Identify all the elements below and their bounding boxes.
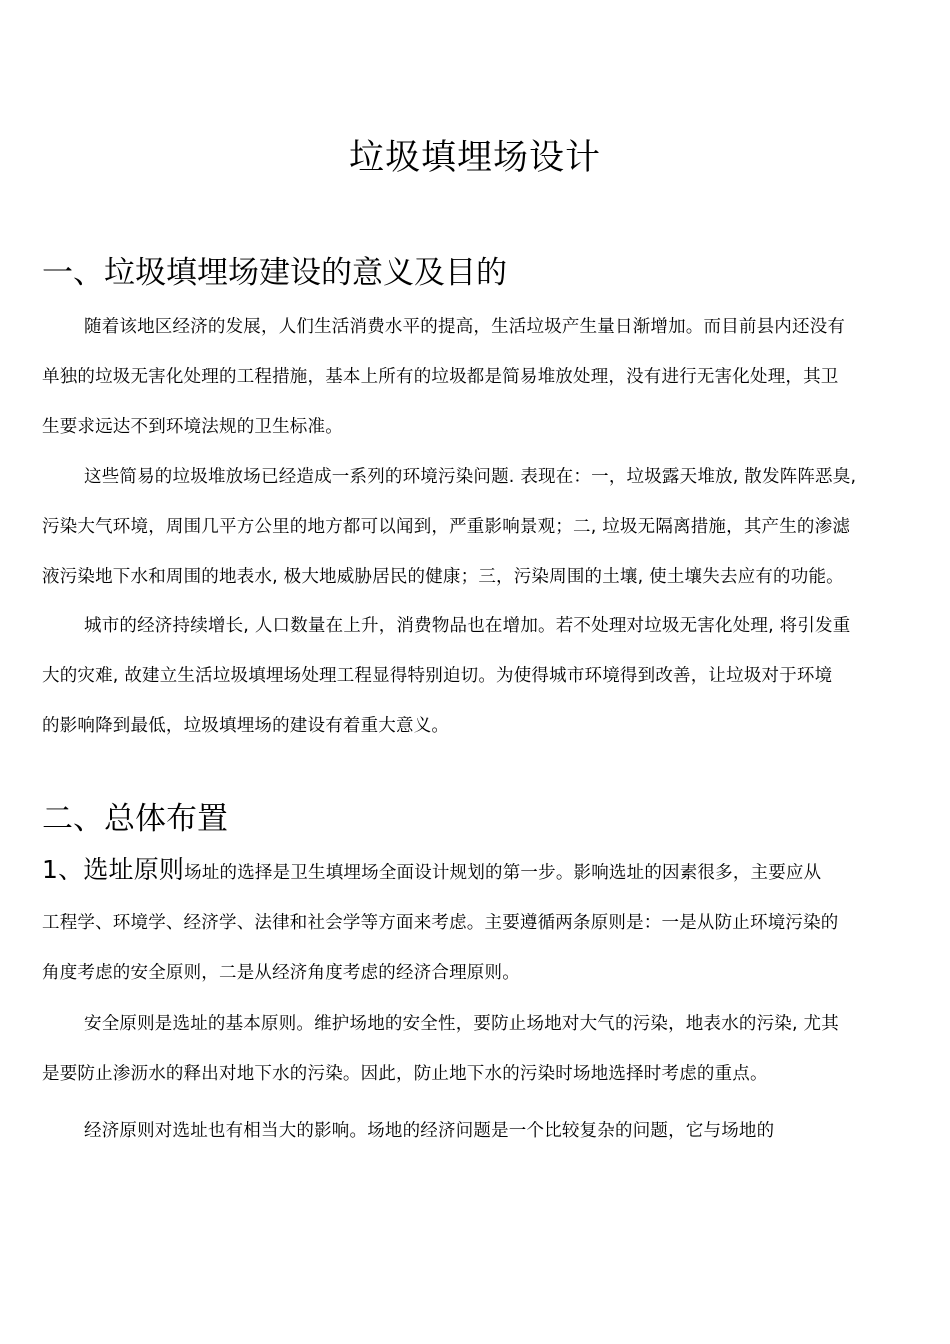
section-heading-significance: 一、垃圾填埋场建设的意义及目的 — [42, 255, 507, 291]
subsection-text: 场址的选择是卫生填埋场全面设计规划的第一步。影响选址的因素很多，主要应从 — [184, 863, 822, 883]
paragraph-line: 液污染地下水和周围的地表水, 极大地威胁居民的健康；三，污染周围的土壤, 使土壤失去应有的功能。 — [42, 567, 844, 587]
paragraph-line — [42, 845, 914, 898]
paragraph-line: 大的灾难, 故建立生活垃圾填埋场处理工程显得特别迫切。为使得城市环境得到改善，让垃圾对于环境 — [42, 666, 833, 686]
paragraph-safety-principle — [42, 999, 914, 1099]
paragraph-line: 这些简易的垃圾堆放场已经造成一系列的环境污染问题. 表现在：一，垃圾露天堆放, 散发阵阵恶臭, — [84, 467, 857, 487]
paragraph-line: 是要防止渗沥水的释出对地下水的污染。因此，防止地下水的污染时场地选择时考虑的重点。 — [42, 1064, 768, 1084]
paragraph-line: 的影响降到最低，垃圾填埋场的建设有着重大意义。 — [42, 716, 450, 736]
paragraph-urgency — [42, 601, 914, 751]
paragraph-line: 安全原则是选址的基本原则。维护场地的安全性，要防止场地对大气的污染，地表水的污染, 尤其 — [84, 1014, 839, 1034]
paragraph-line: 经济原则对选址也有相当大的影响。场地的经济问题是一个比较复杂的问题，它与场地的 — [84, 1121, 775, 1141]
paragraph-line: 角度考虑的安全原则，二是从经济角度考虑的经济合理原则。 — [42, 963, 520, 983]
paragraph-background — [42, 302, 914, 452]
section-heading-layout: 二、总体布置 — [42, 801, 228, 837]
paragraph-pollution-problems — [42, 452, 914, 602]
document-title: 垃圾填埋场设计 — [348, 138, 601, 178]
paragraph-line: 生要求远达不到环境法规的卫生标准。 — [42, 417, 343, 437]
paragraph-line: 城市的经济持续增长, 人口数量在上升，消费物品也在增加。若不处理对垃圾无害化处理, 将引发重 — [84, 616, 851, 636]
subsection-number: 1、 — [42, 855, 84, 884]
paragraph-line: 污染大气环境，周围几平方公里的地方都可以闻到，严重影响景观；二, 垃圾无隔离措施，其产生的渗滤 — [42, 517, 851, 537]
paragraph-economic-principle — [42, 1106, 914, 1156]
paragraph-line: 单独的垃圾无害化处理的工程措施，基本上所有的垃圾都是简易堆放处理，没有进行无害化处理，其卫 — [42, 367, 839, 387]
subsection-title: 选址原则 — [83, 855, 185, 884]
paragraph-site-selection — [42, 845, 914, 998]
paragraph-line: 随着该地区经济的发展，人们生活消费水平的提高，生活垃圾产生量日渐增加。而目前县内还没有 — [84, 317, 846, 337]
paragraph-line: 工程学、环境学、经济学、法律和社会学等方面来考虑。主要遵循两条原则是：一是从防止环境污染的 — [42, 913, 839, 933]
